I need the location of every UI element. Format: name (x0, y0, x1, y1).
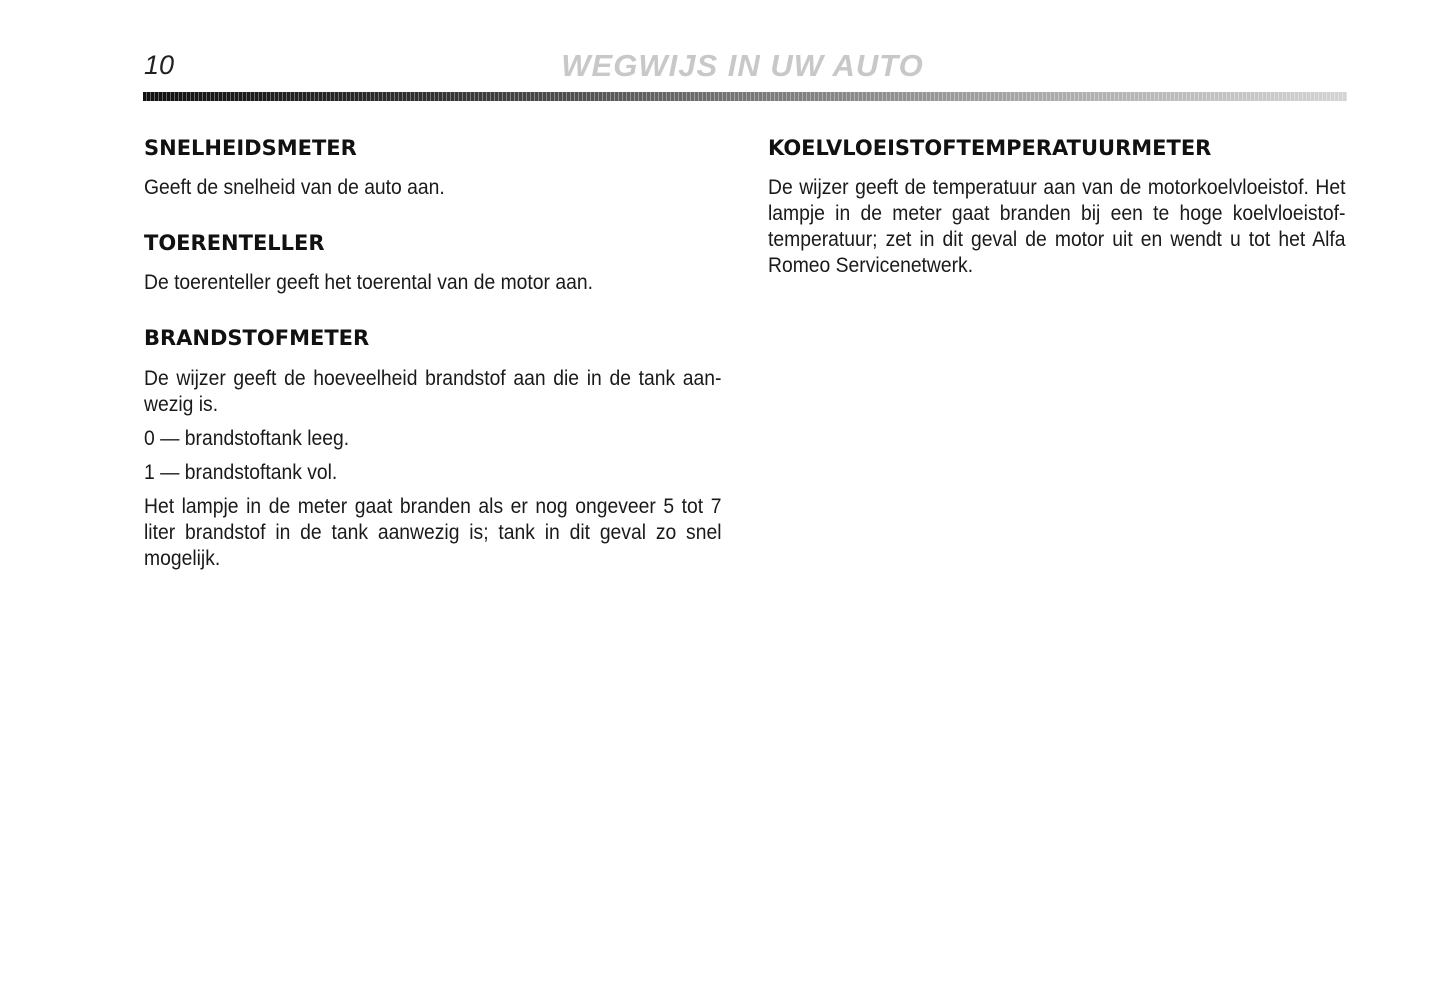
section-heading: KOELVLOEISTOFTEMPERATUURMETER (768, 136, 1212, 160)
paragraph: De toerenteller geeft het toerental van de motor aan. (144, 271, 593, 295)
section-speedometer (144, 136, 722, 201)
paragraph: 0 — brandstoftank leeg. (144, 426, 350, 450)
paragraph: Geeft de snelheid van de auto aan. (144, 176, 445, 200)
header-rule (143, 92, 1347, 101)
section-coolant-temperature-gauge (768, 136, 1346, 279)
right-column (768, 136, 1346, 309)
paragraph: Het lampje in de meter gaat branden als er nog ongeveer 5 tot 7 liter brandstof in de tank aanwezig is; tank in dit geval zo snel mogelijk. (144, 494, 722, 570)
section-heading: SNELHEIDSMETER (144, 136, 357, 160)
running-title: WEGWIJS IN UW AUTO (561, 48, 924, 83)
paragraph: 1 — brandstoftank vol. (144, 460, 338, 484)
left-column (144, 136, 722, 602)
section-fuel-gauge (144, 326, 722, 571)
paragraph: De wijzer geeft de hoeveelheid brandstof aan die in de tank aan-wezig is. (144, 366, 722, 416)
section-tachometer (144, 231, 722, 296)
page-number: 10 (144, 50, 175, 80)
section-heading: BRANDSTOFMETER (144, 326, 370, 351)
paragraph: De wijzer geeft de temperatuur aan van de motorkoelvloeistof. Het lampje in de meter gaat branden bij een te hoge koelvloeistof-temperatuur; zet in dit geval de motor uit en wendt u tot het Alfa Romeo Servicenetwerk. (768, 176, 1346, 278)
section-heading: TOERENTELLER (144, 231, 325, 256)
